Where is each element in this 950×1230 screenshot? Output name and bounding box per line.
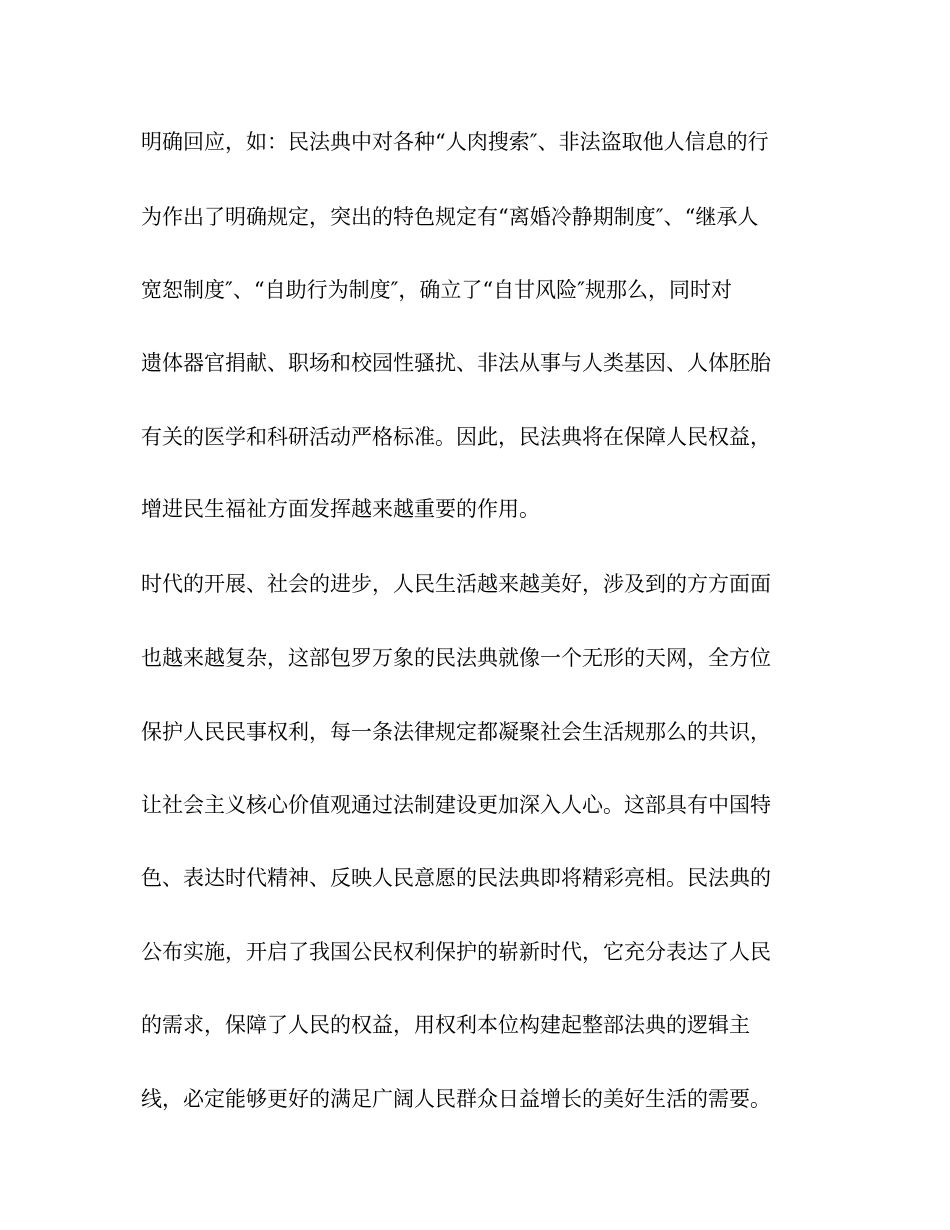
text-line: 时代的开展、社会的进步，人民生活越来越美好，涉及到的方方面面	[141, 572, 771, 596]
text-line: 保护人民民事权利，每一条法律规定都凝聚社会生活规那么的共识，	[141, 720, 771, 744]
text-line: 为作出了明确规定，突出的特色规定有“离婚冷静期制度″、“继承人	[141, 205, 759, 229]
text-line: 明确回应，如：民法典中对各种“人肉搜索″、非法盗取他人信息的行	[141, 130, 769, 154]
text-line: 公布实施，开启了我国公民权利保护的崭新时代，它充分表达了人民	[141, 940, 771, 964]
text-line: 色、表达时代精神、反映人民意愿的民法典即将精彩亮相。民法典的	[141, 866, 771, 890]
text-line: 有关的医学和科研活动严格标准。因此，民法典将在保障人民权益，	[141, 425, 771, 449]
text-line: 也越来越复杂，这部包罗万象的民法典就像一个无形的天网，全方位	[141, 646, 771, 670]
text-line: 遗体器官捐献、职场和校园性骚扰、非法从事与人类基因、人体胚胎	[141, 351, 771, 375]
text-line: 增进民生福祉方面发挥越来越重要的作用。	[141, 497, 540, 521]
text-line: 宽恕制度″、“自助行为制度″，确立了“自甘风险″规那么，同时对	[141, 278, 733, 302]
text-line: 线，必定能够更好的满足广阔人民群众日益增长的美好生活的需要。	[141, 1087, 771, 1111]
text-line: 让社会主义核心价值观通过法制建设更加深入人心。这部具有中国特	[141, 793, 771, 817]
text-line: 的需求，保障了人民的权益，用权利本位构建起整部法典的逻辑主	[141, 1013, 750, 1037]
